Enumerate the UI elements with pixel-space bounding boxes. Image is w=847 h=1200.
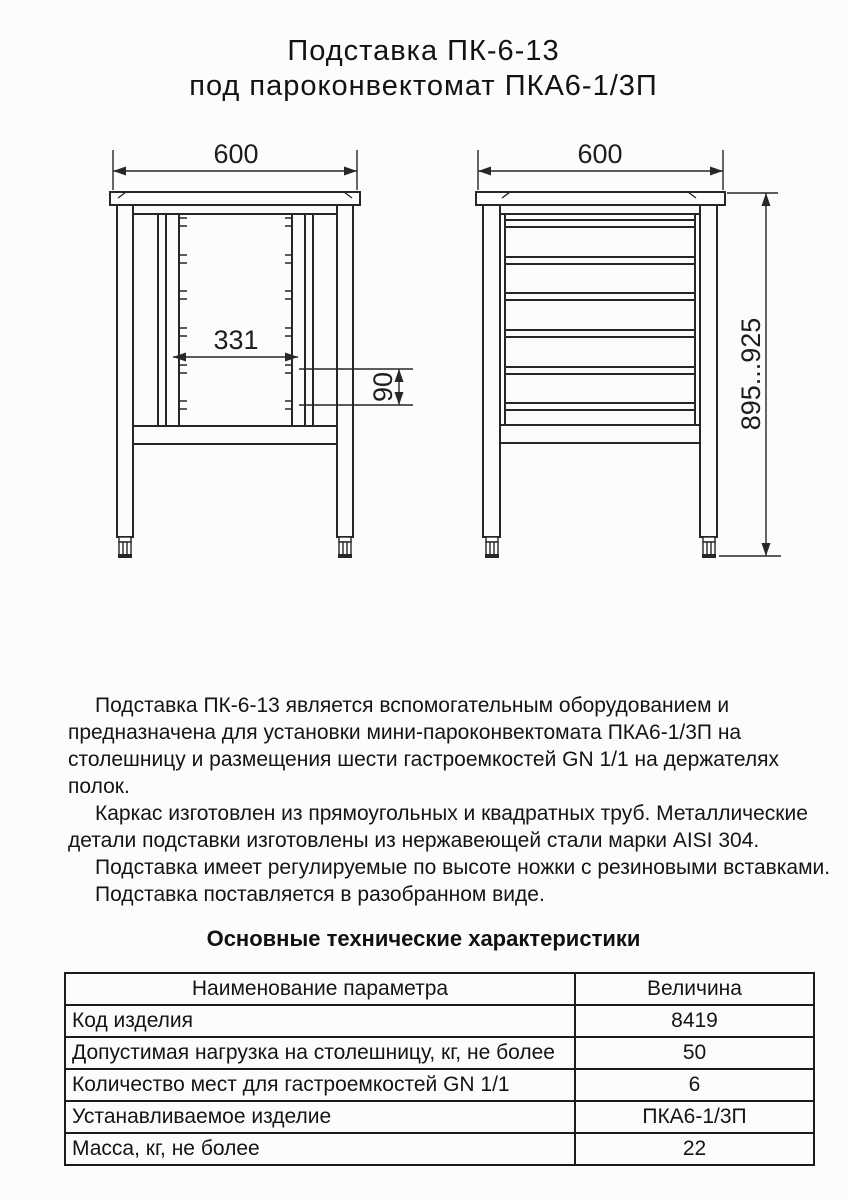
spec-value: 50 xyxy=(575,1037,814,1069)
specs-header-param: Наименование параметра xyxy=(65,973,575,1005)
side-left-leg xyxy=(483,205,500,537)
front-rail-ticks-right xyxy=(285,218,292,409)
side-left-foot xyxy=(485,537,499,558)
title-line-2: под пароконвектомат ПКА6-1/3П xyxy=(189,70,658,102)
front-rail-ticks-left xyxy=(180,218,187,409)
table-row xyxy=(65,1133,814,1165)
spec-param: Код изделия xyxy=(65,1005,575,1037)
front-step-dimension xyxy=(299,369,413,405)
description-line: Подставка имеет регулируемые по высоте ножки с резиновыми вставками. xyxy=(95,856,831,879)
side-shelf-rails xyxy=(505,220,695,410)
front-tabletop xyxy=(110,192,360,205)
side-right-foot xyxy=(702,537,716,558)
front-view xyxy=(110,139,413,558)
side-frame-posts xyxy=(505,214,695,425)
description-line: столешницу и размещения шести гастроемкостей GN 1/1 на держателях xyxy=(68,748,780,771)
spec-value: ПКА6-1/3П xyxy=(575,1101,814,1133)
title-line-1: Подставка ПК-6-13 xyxy=(287,35,560,67)
description-line: Подставка ПК-6-13 является вспомогательным оборудованием и xyxy=(95,694,730,717)
spec-param: Устанавливаемое изделие xyxy=(65,1101,575,1133)
description-line: полок. xyxy=(68,775,130,798)
spec-value: 6 xyxy=(575,1069,814,1101)
front-left-foot xyxy=(118,537,132,558)
table-row xyxy=(65,1101,814,1133)
description-line: детали подставки изготовлены из нержавеющей стали марки AISI 304. xyxy=(68,829,760,852)
side-width-label: 600 xyxy=(577,139,623,169)
spec-param: Допустимая нагрузка на столешницу, кг, не более xyxy=(65,1037,575,1069)
specs-header-row xyxy=(65,973,814,1005)
side-lower-shelf xyxy=(500,425,700,443)
side-tabletop xyxy=(476,192,725,205)
specs-table xyxy=(64,972,815,1166)
spec-param: Количество мест для гастроемкостей GN 1/1 xyxy=(65,1069,575,1101)
front-frame-posts xyxy=(158,214,313,426)
spec-value: 8419 xyxy=(575,1005,814,1037)
description-line: Подставка поставляется в разобранном виде. xyxy=(95,883,545,906)
front-rail-spacing-label: 331 xyxy=(213,325,259,355)
description-line: предназначена для установки мини-пароконвектомата ПКА6-1/3П на xyxy=(68,721,742,744)
front-lower-shelf xyxy=(133,426,337,444)
table-row xyxy=(65,1069,814,1101)
description-line: Каркас изготовлен из прямоугольных и квадратных труб. Металлические xyxy=(95,802,808,825)
spec-value: 22 xyxy=(575,1133,814,1165)
side-height-label: 895...925 xyxy=(736,317,766,431)
side-right-leg xyxy=(700,205,717,537)
table-row xyxy=(65,1037,814,1069)
front-right-foot xyxy=(338,537,352,558)
front-rail-spacing-dimension xyxy=(173,325,298,362)
side-height-dimension xyxy=(719,193,781,556)
front-width-dimension xyxy=(113,139,357,190)
specs-header-value: Величина xyxy=(575,973,814,1005)
description xyxy=(68,692,831,908)
front-guide-rails xyxy=(166,214,305,426)
side-view xyxy=(476,139,781,558)
spec-param: Масса, кг, не более xyxy=(65,1133,575,1165)
specs-heading: Основные технические характеристики xyxy=(206,926,641,951)
front-step-label: 90 xyxy=(368,371,398,403)
front-left-leg xyxy=(117,205,133,537)
side-width-dimension xyxy=(478,139,723,190)
table-row xyxy=(65,1005,814,1037)
front-right-leg xyxy=(337,205,353,537)
front-width-label: 600 xyxy=(213,139,259,169)
